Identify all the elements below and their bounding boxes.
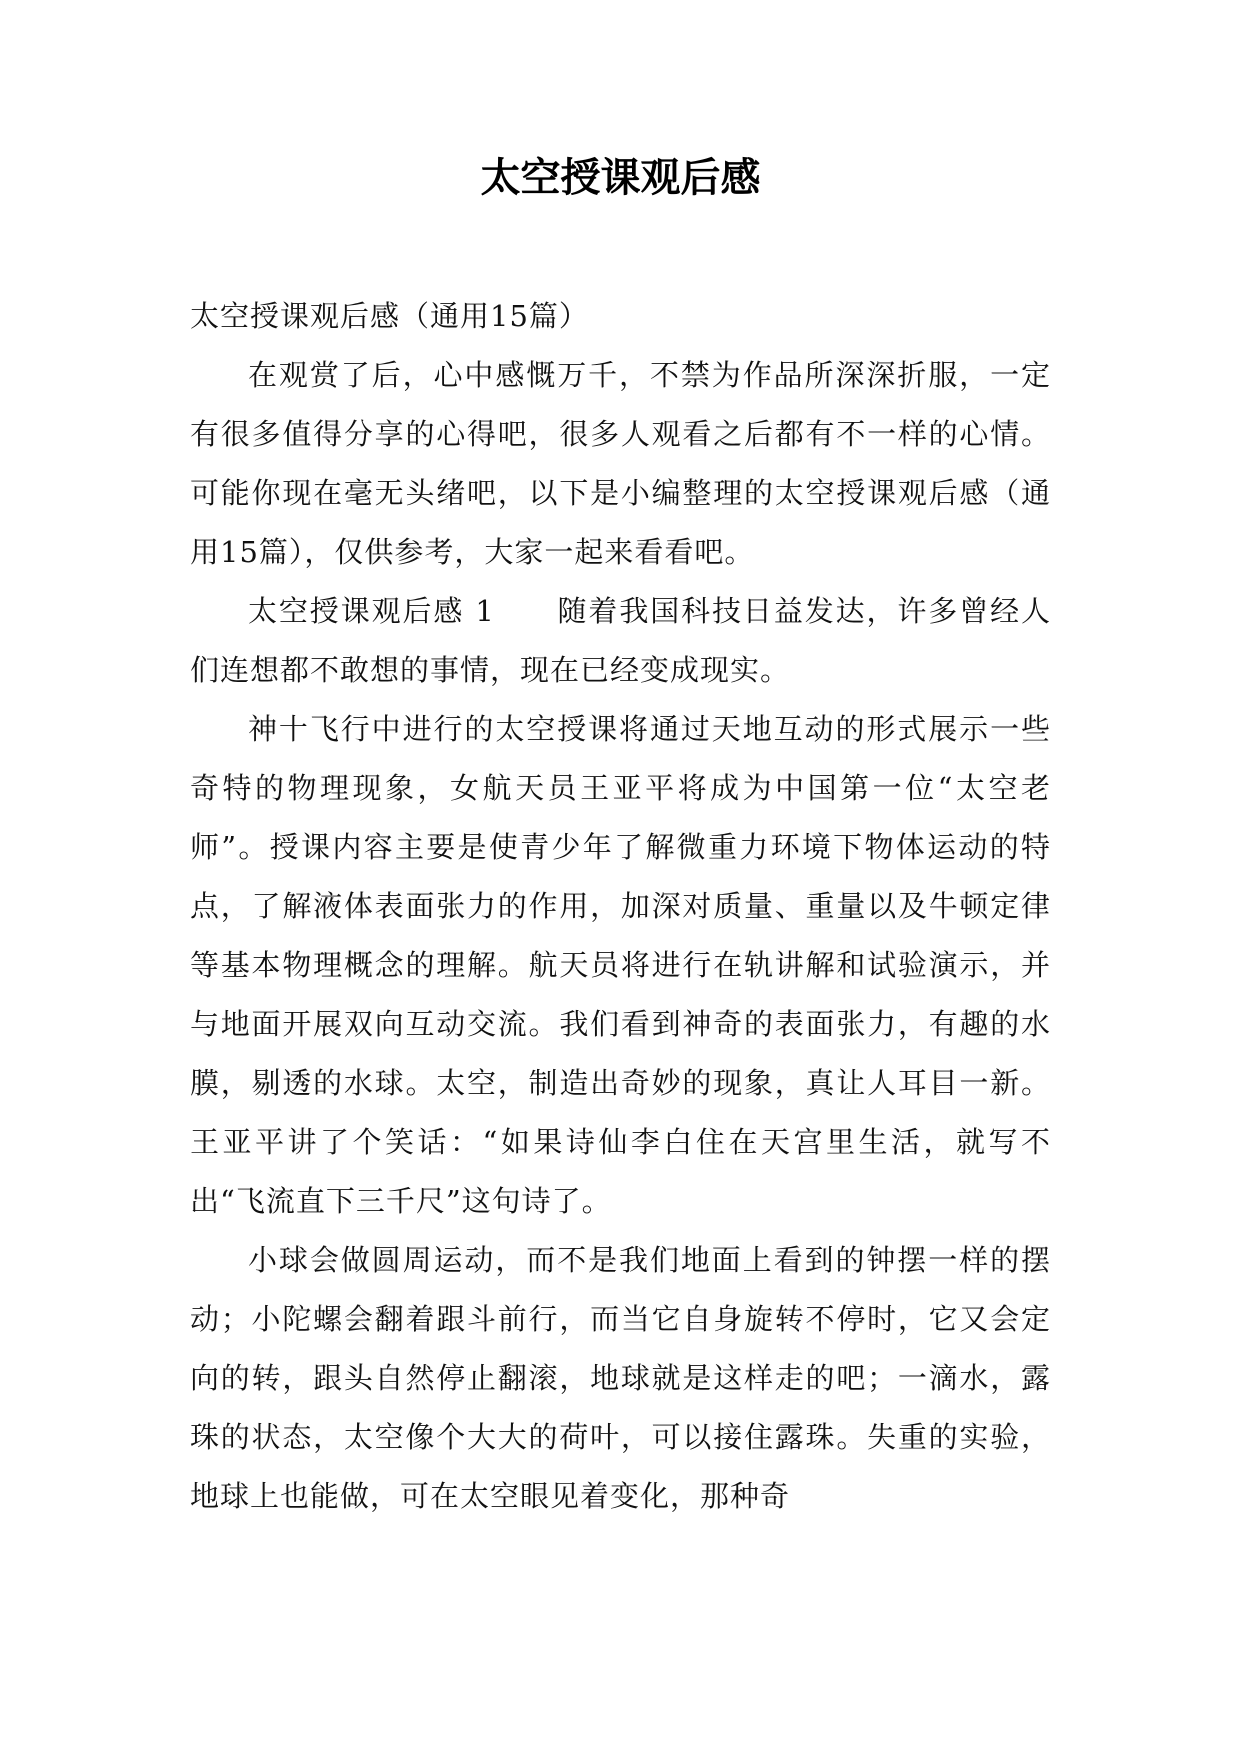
paragraph-essay-1-opening: 太空授课观后感 1 随着我国科技日益发达，许多曾经人们连想都不敢想的事情，现在已经变成现实。 xyxy=(190,594,1051,687)
paragraph-intro: 在观赏了后，心中感慨万千，不禁为作品所深深折服，一定有很多值得分享的心得吧，很多人观看之后都有不一样的心情。可能你现在毫无头绪吧，以下是小编整理的太空授课观后感（通用15篇），仅供参考，大家一起来看看吧。 xyxy=(190,358,1051,569)
document-body xyxy=(190,287,1051,1526)
paragraph-experiments: 小球会做圆周运动，而不是我们地面上看到的钟摆一样的摆动；小陀螺会翻着跟斗前行，而当它自身旋转不停时，它又会定向的转，跟头自然停止翻滚，地球就是这样走的吧；一滴水，露珠的状态，太空像个大大的荷叶，可以接住露珠。失重的实验，地球上也能做，可在太空眼见着变化，那种奇 xyxy=(190,1243,1051,1513)
document-title: 太空授课观后感 xyxy=(480,155,761,201)
document-subtitle: 太空授课观后感（通用15篇） xyxy=(190,299,589,333)
paragraph-space-lesson: 神十飞行中进行的太空授课将通过天地互动的形式展示一些奇特的物理现象，女航天员王亚平将成为中国第一位“太空老师”。授课内容主要是使青少年了解微重力环境下物体运动的特点，了解液体表面张力的作用，加深对质量、重量以及牛顿定律等基本物理概念的理解。航天员将进行在轨讲解和试验演示，并与地面开展双向互动交流。我们看到神奇的表面张力，有趣的水膜，剔透的水球。太空，制造出奇妙的现象，真让人耳目一新。王亚平讲了个笑话：“如果诗仙李白住在天宫里生活，就写不出“飞流直下三千尺”这句诗了。 xyxy=(190,712,1051,1218)
